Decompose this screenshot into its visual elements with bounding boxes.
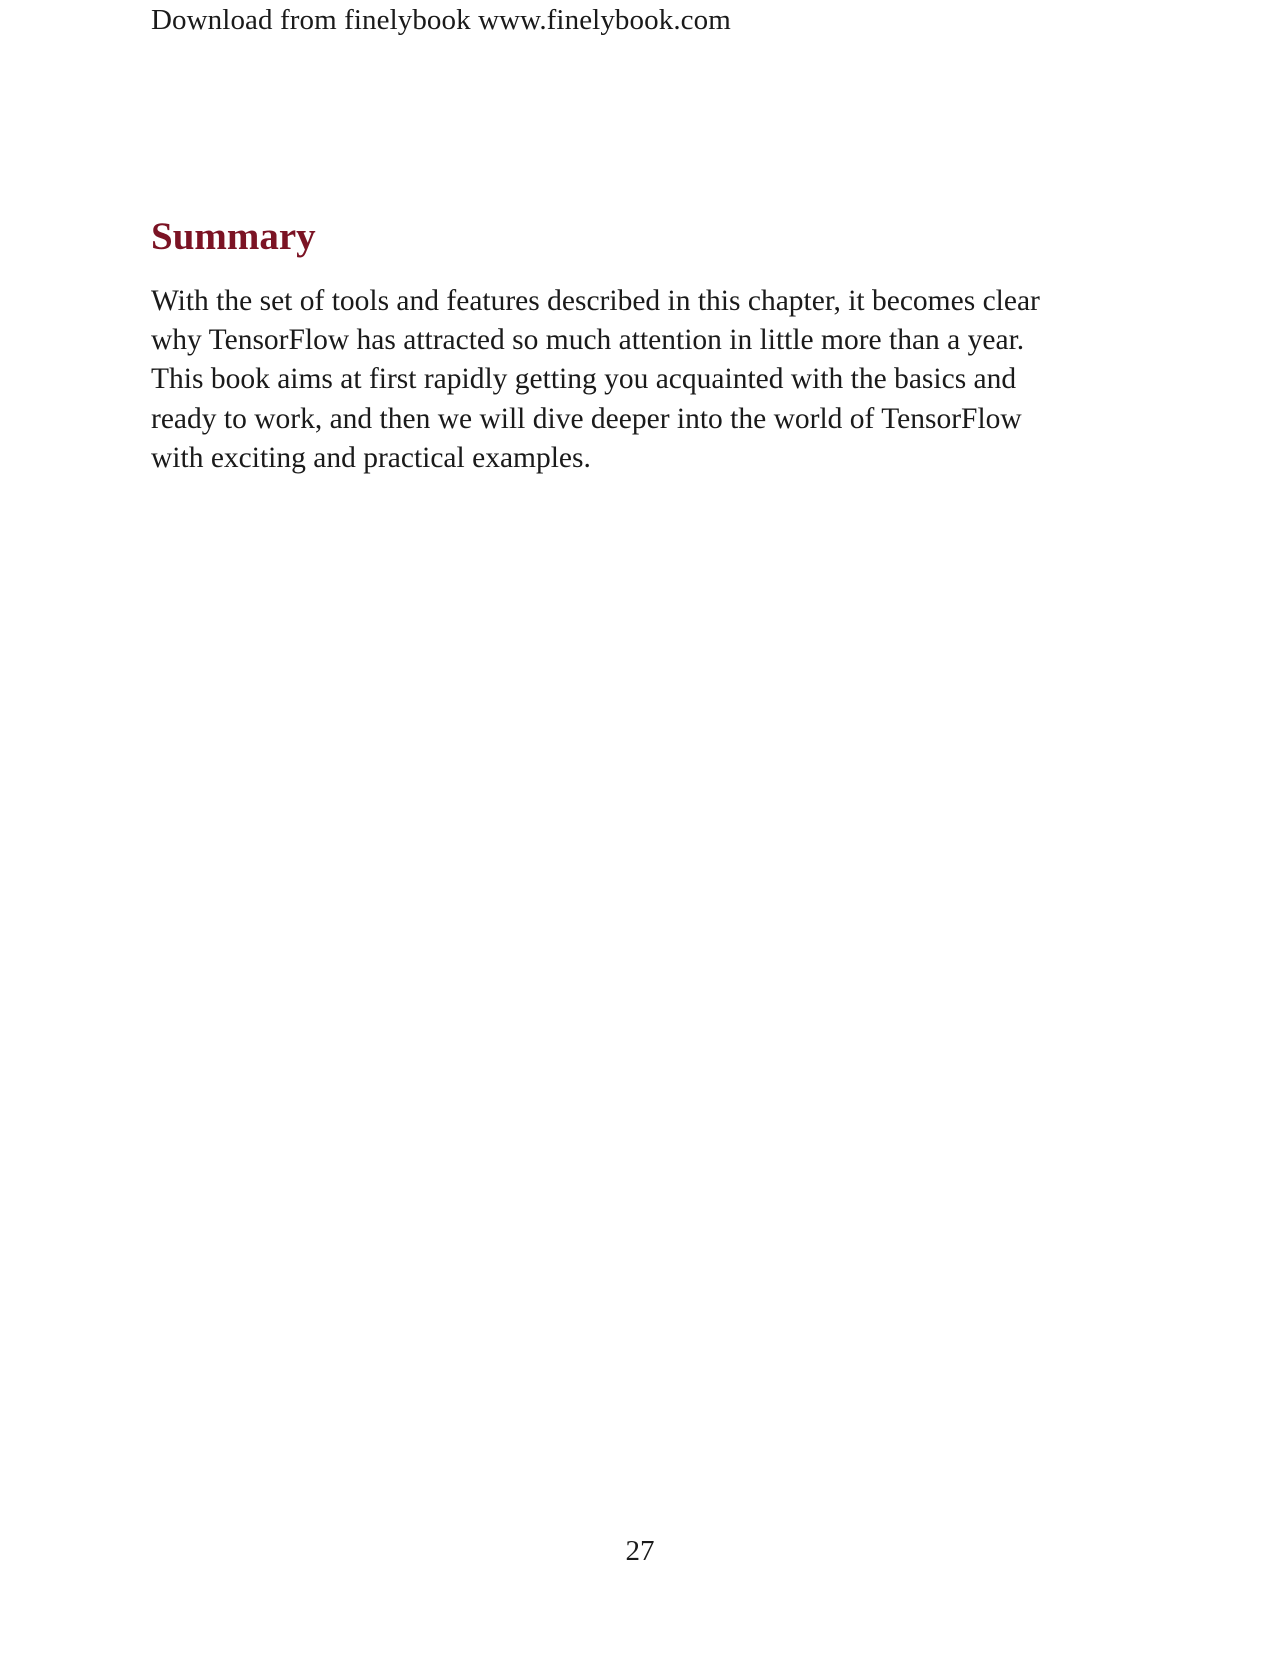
summary-paragraph: [151, 282, 1131, 478]
paragraph-line: why TensorFlow has attracted so much attention in little more than a year.: [151, 324, 1025, 357]
section-title: Summary: [151, 215, 316, 258]
paragraph-line: with exciting and practical examples.: [151, 441, 591, 474]
paragraph-line: This book aims at first rapidly getting you acquainted with the basics and: [151, 363, 1017, 396]
paragraph-line: With the set of tools and features described in this chapter, it becomes clear: [151, 285, 1040, 317]
paragraph-line: ready to work, and then we will dive deeper into the world of TensorFlow: [151, 402, 1022, 435]
page-header: Download from finelybook www.finelybook.com: [151, 4, 731, 36]
summary-section: [151, 212, 1131, 478]
page-number: 27: [625, 1535, 655, 1567]
